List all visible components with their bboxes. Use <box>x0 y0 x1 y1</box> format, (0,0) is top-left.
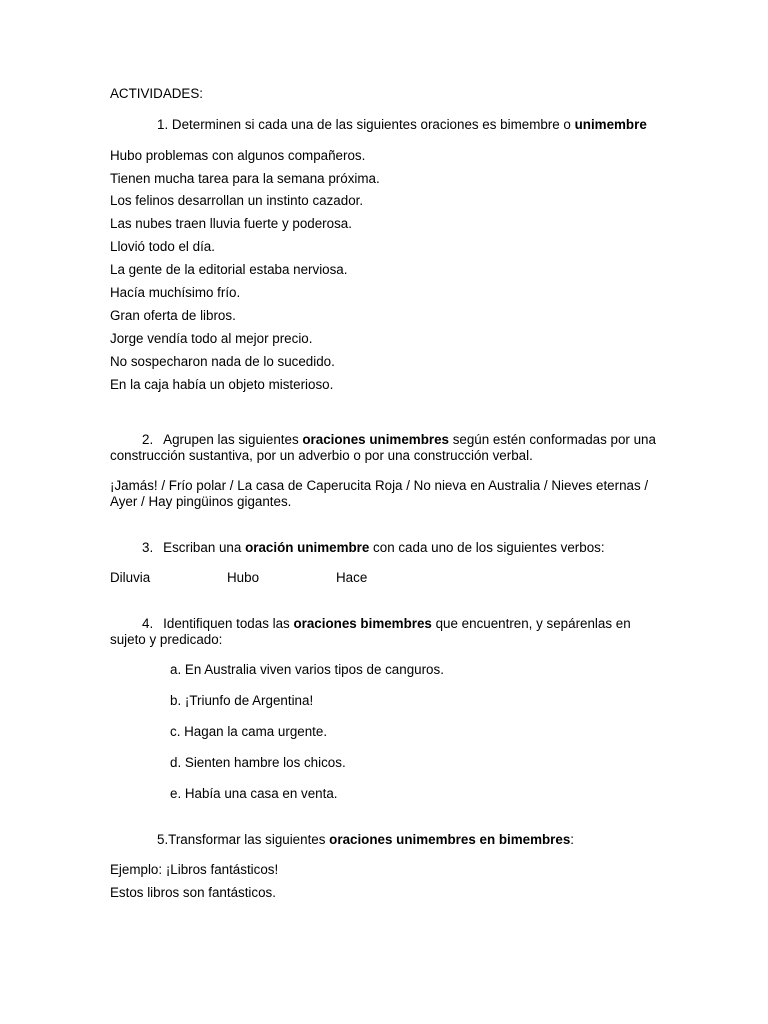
list-item: a. En Australia viven varios tipos de canguros. <box>170 662 444 677</box>
sentence-item: Jorge vendía todo al mejor precio. <box>110 331 313 346</box>
list-item: e. Había una casa en venta. <box>170 786 338 801</box>
question-3 <box>142 540 605 556</box>
question-2-bold: oraciones unimembres <box>302 432 449 447</box>
question-3-number: 3. <box>142 540 154 555</box>
question-5 <box>157 832 574 848</box>
question-4-pre: Identifiquen todas las <box>163 616 294 631</box>
question-5-bold: oraciones unimembres en bimembres <box>329 832 571 847</box>
question-2-pre: Agrupen las siguientes <box>163 432 303 447</box>
question-1-number: 1. <box>157 117 169 132</box>
sentence-item: Gran oferta de libros. <box>110 308 236 323</box>
list-item: b. ¡Triunfo de Argentina! <box>170 693 314 708</box>
question-5-pre: 5.Transformar las siguientes <box>157 832 330 847</box>
question-1-text: Determinen si cada una de las siguientes oraciones es bimembre o <box>171 117 575 132</box>
question-5-post: : <box>570 832 575 847</box>
sentence-item: En la caja había un objeto misterioso. <box>110 377 334 392</box>
question-2-post: según estén conformadas por una construcción sustantiva, por un adverbio o por una construcción verbal. <box>110 432 656 463</box>
question-2 <box>110 432 670 463</box>
question-1 <box>157 117 647 133</box>
question-4 <box>110 616 670 647</box>
question-4-bold: oraciones bimembres <box>293 616 432 631</box>
example-label: Ejemplo: ¡Libros fantásticos! <box>110 862 279 877</box>
question-2-number: 2. <box>142 432 154 447</box>
question-3-pre: Escriban una <box>163 540 246 555</box>
question-4-number: 4. <box>142 616 154 631</box>
question-4-post: que encuentren, y sepárenlas en sujeto y predicado: <box>110 616 631 647</box>
sentence-item: Las nubes traen lluvia fuerte y poderosa. <box>110 216 352 231</box>
list-item: d. Sienten hambre los chicos. <box>170 755 346 770</box>
activities-heading: ACTIVIDADES: <box>110 86 204 101</box>
sentence-item: No sospecharon nada de lo sucedido. <box>110 354 335 369</box>
sentence-item: Tienen mucha tarea para la semana próxima. <box>110 171 380 186</box>
question-3-bold: oración unimembre <box>245 540 370 555</box>
list-item: c. Hagan la cama urgente. <box>170 724 328 739</box>
question-3-post: con cada uno de los siguientes verbos: <box>369 540 605 555</box>
sentence-item: La gente de la editorial estaba nerviosa. <box>110 262 348 277</box>
verb-item: Hubo <box>227 570 260 585</box>
verb-item: Diluvia <box>110 570 151 585</box>
sentence-item: Los felinos desarrollan un instinto cazador. <box>110 193 364 208</box>
example-answer: Estos libros son fantásticos. <box>110 885 276 900</box>
verb-item: Hace <box>336 570 368 585</box>
question-1-bold: unimembre <box>574 117 647 132</box>
sentence-item: Hubo problemas con algunos compañeros. <box>110 148 366 163</box>
sentence-item: Llovió todo el día. <box>110 239 215 254</box>
sentence-item: Hacía muchísimo frío. <box>110 285 241 300</box>
question-2-list: ¡Jamás! / Frío polar / La casa de Caperucita Roja / No nieva en Australia / Nieves eternas / Ayer / Hay pingüinos gigantes. <box>110 478 649 509</box>
